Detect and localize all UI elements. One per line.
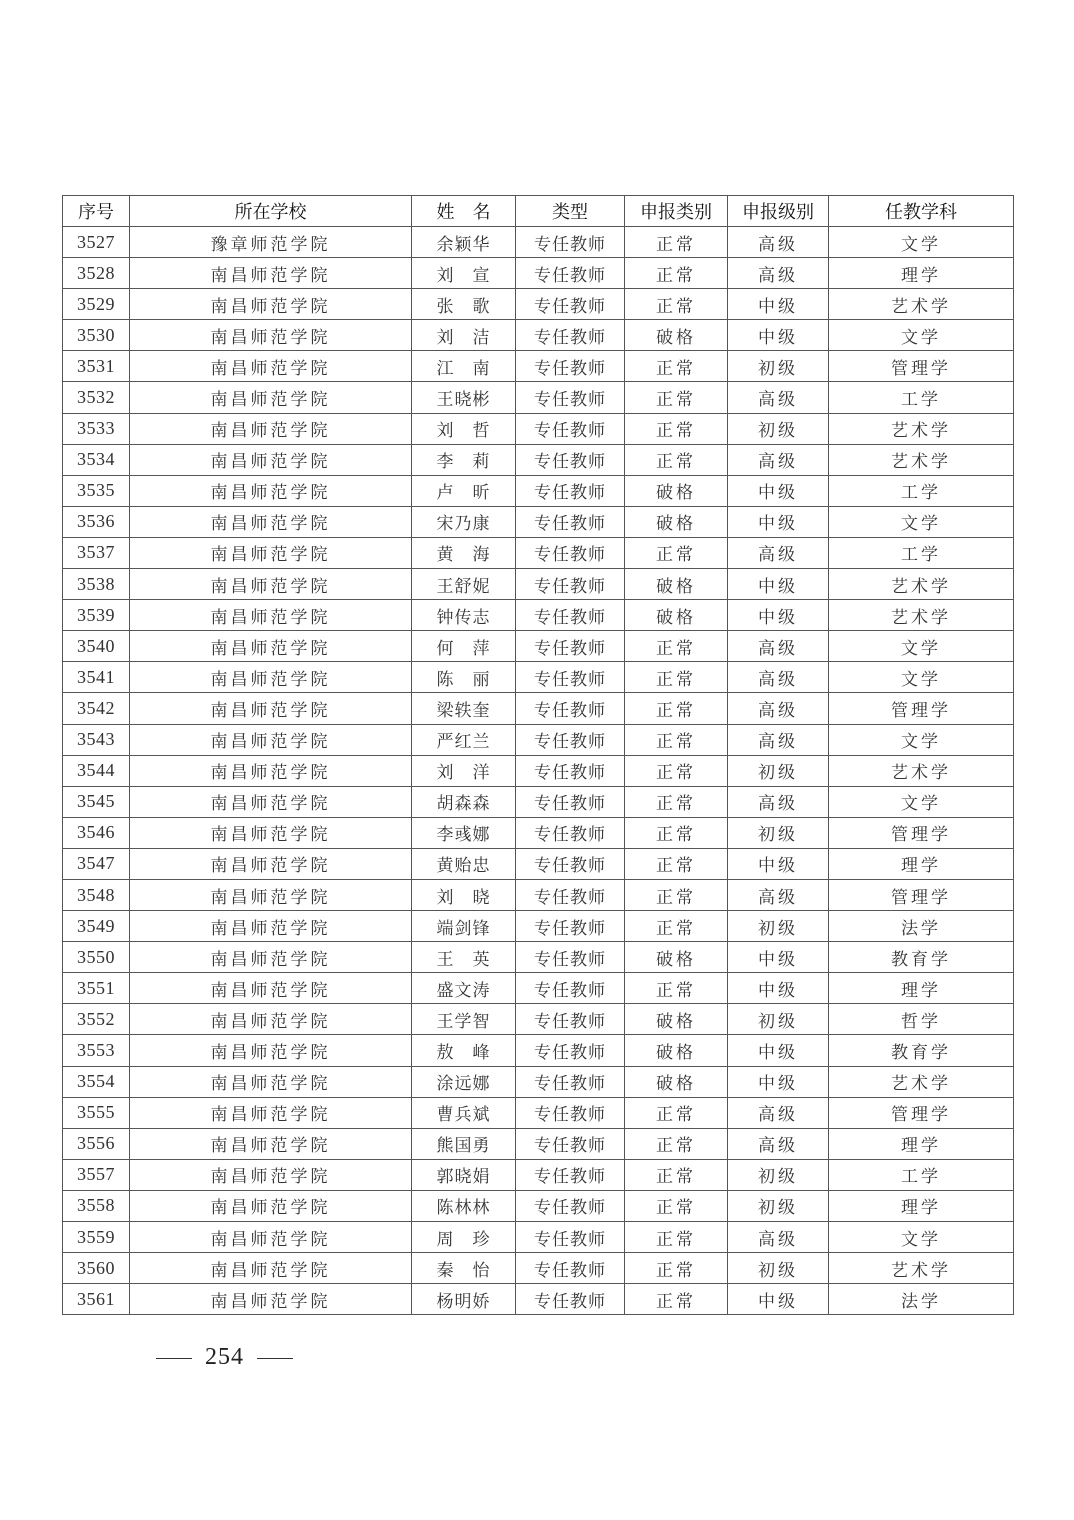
dash-left: [156, 1358, 192, 1360]
table-row: [63, 662, 1014, 693]
cell-application-category: 正常: [625, 258, 728, 289]
cell-type: 专任教师: [516, 444, 625, 475]
cell-type: 专任教师: [516, 755, 625, 786]
cell-application-level: 初级: [728, 1253, 829, 1284]
cell-application-category: 正常: [625, 879, 728, 910]
cell-teaching-subject: 文学: [829, 786, 1014, 817]
cell-name: 曹兵斌: [412, 1097, 516, 1128]
cell-application-category: 破格: [625, 942, 728, 973]
cell-application-level: 中级: [728, 289, 829, 320]
cell-application-level: 中级: [728, 1035, 829, 1066]
table-row: [63, 320, 1014, 351]
cell-type: 专任教师: [516, 537, 625, 568]
cell-name: 郭晓娟: [412, 1159, 516, 1190]
cell-teaching-subject: 理学: [829, 1190, 1014, 1221]
cell-serial-number: 3543: [63, 724, 130, 755]
cell-school: 南昌师范学院: [130, 631, 412, 662]
cell-name: 余颖华: [412, 227, 516, 258]
cell-school: 南昌师范学院: [130, 444, 412, 475]
cell-school: 南昌师范学院: [130, 911, 412, 942]
cell-school: 南昌师范学院: [130, 1253, 412, 1284]
cell-name: 熊国勇: [412, 1128, 516, 1159]
cell-application-category: 正常: [625, 724, 728, 755]
cell-application-category: 破格: [625, 569, 728, 600]
table-row: [63, 724, 1014, 755]
cell-school: 南昌师范学院: [130, 320, 412, 351]
cell-application-level: 初级: [728, 1159, 829, 1190]
table-row: [63, 475, 1014, 506]
cell-application-level: 中级: [728, 942, 829, 973]
cell-teaching-subject: 艺术学: [829, 444, 1014, 475]
cell-type: 专任教师: [516, 258, 625, 289]
cell-serial-number: 3559: [63, 1222, 130, 1253]
cell-serial-number: 3541: [63, 662, 130, 693]
cell-application-level: 高级: [728, 724, 829, 755]
cell-name: 严红兰: [412, 724, 516, 755]
cell-serial-number: 3536: [63, 506, 130, 537]
table-row: [63, 258, 1014, 289]
cell-serial-number: 3554: [63, 1066, 130, 1097]
cell-application-category: 正常: [625, 351, 728, 382]
cell-teaching-subject: 艺术学: [829, 1253, 1014, 1284]
cell-application-level: 高级: [728, 693, 829, 724]
table-row: [63, 1159, 1014, 1190]
cell-application-category: 正常: [625, 631, 728, 662]
cell-application-level: 中级: [728, 475, 829, 506]
cell-teaching-subject: 文学: [829, 662, 1014, 693]
cell-serial-number: 3528: [63, 258, 130, 289]
table-row: [63, 879, 1014, 910]
cell-application-level: 初级: [728, 911, 829, 942]
cell-school: 南昌师范学院: [130, 1128, 412, 1159]
table-row: [63, 631, 1014, 662]
cell-type: 专任教师: [516, 1066, 625, 1097]
cell-teaching-subject: 管理学: [829, 879, 1014, 910]
cell-teaching-subject: 教育学: [829, 1035, 1014, 1066]
cell-application-category: 正常: [625, 537, 728, 568]
cell-application-category: 正常: [625, 693, 728, 724]
page-number: 254: [205, 1344, 244, 1370]
cell-type: 专任教师: [516, 600, 625, 631]
cell-application-category: 正常: [625, 911, 728, 942]
cell-application-level: 中级: [728, 973, 829, 1004]
cell-school: 南昌师范学院: [130, 1066, 412, 1097]
cell-name: 敖 峰: [412, 1035, 516, 1066]
cell-teaching-subject: 工学: [829, 1159, 1014, 1190]
cell-teaching-subject: 艺术学: [829, 289, 1014, 320]
cell-application-level: 高级: [728, 258, 829, 289]
table-row: [63, 569, 1014, 600]
cell-application-level: 高级: [728, 631, 829, 662]
cell-school: 南昌师范学院: [130, 973, 412, 1004]
cell-application-level: 高级: [728, 879, 829, 910]
cell-teaching-subject: 文学: [829, 724, 1014, 755]
header-teaching-subject: 任教学科: [829, 196, 1014, 227]
cell-type: 专任教师: [516, 1097, 625, 1128]
cell-school: 南昌师范学院: [130, 1284, 412, 1315]
table-row: [63, 351, 1014, 382]
cell-name: 王学智: [412, 1004, 516, 1035]
cell-school: 南昌师范学院: [130, 600, 412, 631]
table-row: [63, 693, 1014, 724]
cell-serial-number: 3533: [63, 413, 130, 444]
dash-right: [257, 1358, 293, 1360]
cell-name: 梁轶奎: [412, 693, 516, 724]
cell-serial-number: 3560: [63, 1253, 130, 1284]
cell-serial-number: 3552: [63, 1004, 130, 1035]
cell-teaching-subject: 教育学: [829, 942, 1014, 973]
cell-serial-number: 3548: [63, 879, 130, 910]
cell-school: 南昌师范学院: [130, 755, 412, 786]
cell-serial-number: 3527: [63, 227, 130, 258]
cell-type: 专任教师: [516, 1159, 625, 1190]
cell-school: 南昌师范学院: [130, 1222, 412, 1253]
table-row: [63, 1284, 1014, 1315]
table-row: [63, 817, 1014, 848]
cell-name: 陈林林: [412, 1190, 516, 1221]
table-row: [63, 506, 1014, 537]
table-row: [63, 973, 1014, 1004]
cell-school: 南昌师范学院: [130, 1190, 412, 1221]
cell-teaching-subject: 艺术学: [829, 600, 1014, 631]
cell-application-category: 正常: [625, 755, 728, 786]
cell-name: 盛文涛: [412, 973, 516, 1004]
cell-application-level: 中级: [728, 506, 829, 537]
cell-application-level: 高级: [728, 1097, 829, 1128]
cell-application-category: 正常: [625, 382, 728, 413]
cell-application-category: 破格: [625, 475, 728, 506]
cell-application-level: 中级: [728, 320, 829, 351]
cell-application-level: 高级: [728, 1222, 829, 1253]
cell-serial-number: 3544: [63, 755, 130, 786]
table-row: [63, 1222, 1014, 1253]
cell-type: 专任教师: [516, 506, 625, 537]
cell-name: 胡森森: [412, 786, 516, 817]
table-row: [63, 942, 1014, 973]
cell-application-level: 中级: [728, 600, 829, 631]
cell-name: 黄贻忠: [412, 848, 516, 879]
cell-name: 王舒妮: [412, 569, 516, 600]
cell-type: 专任教师: [516, 351, 625, 382]
cell-teaching-subject: 文学: [829, 227, 1014, 258]
cell-teaching-subject: 理学: [829, 973, 1014, 1004]
cell-name: 刘 洁: [412, 320, 516, 351]
roster-table: [62, 195, 1014, 1315]
cell-application-category: 正常: [625, 848, 728, 879]
cell-application-category: 正常: [625, 1284, 728, 1315]
cell-teaching-subject: 艺术学: [829, 1066, 1014, 1097]
cell-teaching-subject: 管理学: [829, 817, 1014, 848]
cell-teaching-subject: 管理学: [829, 1097, 1014, 1128]
cell-type: 专任教师: [516, 879, 625, 910]
cell-serial-number: 3547: [63, 848, 130, 879]
cell-serial-number: 3545: [63, 786, 130, 817]
cell-serial-number: 3539: [63, 600, 130, 631]
cell-school: 南昌师范学院: [130, 724, 412, 755]
cell-teaching-subject: 管理学: [829, 693, 1014, 724]
cell-name: 张 歌: [412, 289, 516, 320]
cell-teaching-subject: 管理学: [829, 351, 1014, 382]
cell-serial-number: 3529: [63, 289, 130, 320]
cell-application-category: 正常: [625, 1159, 728, 1190]
cell-application-level: 高级: [728, 537, 829, 568]
cell-teaching-subject: 文学: [829, 1222, 1014, 1253]
cell-type: 专任教师: [516, 786, 625, 817]
cell-type: 专任教师: [516, 1035, 625, 1066]
cell-serial-number: 3534: [63, 444, 130, 475]
cell-type: 专任教师: [516, 724, 625, 755]
cell-name: 秦 怡: [412, 1253, 516, 1284]
table-row: [63, 444, 1014, 475]
cell-serial-number: 3561: [63, 1284, 130, 1315]
table-row: [63, 1035, 1014, 1066]
cell-name: 涂远娜: [412, 1066, 516, 1097]
cell-name: 何 萍: [412, 631, 516, 662]
cell-serial-number: 3551: [63, 973, 130, 1004]
cell-application-level: 初级: [728, 351, 829, 382]
cell-type: 专任教师: [516, 973, 625, 1004]
cell-teaching-subject: 理学: [829, 258, 1014, 289]
cell-application-category: 正常: [625, 413, 728, 444]
cell-school: 南昌师范学院: [130, 662, 412, 693]
cell-serial-number: 3530: [63, 320, 130, 351]
cell-serial-number: 3535: [63, 475, 130, 506]
table-row: [63, 289, 1014, 320]
cell-type: 专任教师: [516, 289, 625, 320]
cell-application-level: 高级: [728, 662, 829, 693]
cell-teaching-subject: 理学: [829, 848, 1014, 879]
cell-serial-number: 3550: [63, 942, 130, 973]
cell-application-category: 正常: [625, 973, 728, 1004]
cell-school: 南昌师范学院: [130, 786, 412, 817]
table-row: [63, 1190, 1014, 1221]
cell-serial-number: 3538: [63, 569, 130, 600]
cell-school: 南昌师范学院: [130, 506, 412, 537]
cell-type: 专任教师: [516, 475, 625, 506]
cell-teaching-subject: 工学: [829, 382, 1014, 413]
cell-type: 专任教师: [516, 848, 625, 879]
cell-application-category: 正常: [625, 662, 728, 693]
cell-name: 卢 昕: [412, 475, 516, 506]
cell-name: 黄 海: [412, 537, 516, 568]
cell-application-category: 正常: [625, 1097, 728, 1128]
header-serial-number: 序号: [63, 196, 130, 227]
cell-type: 专任教师: [516, 693, 625, 724]
cell-serial-number: 3557: [63, 1159, 130, 1190]
cell-type: 专任教师: [516, 631, 625, 662]
cell-school: 南昌师范学院: [130, 413, 412, 444]
cell-school: 豫章师范学院: [130, 227, 412, 258]
cell-application-category: 正常: [625, 1190, 728, 1221]
cell-name: 周 珍: [412, 1222, 516, 1253]
cell-name: 端剑锋: [412, 911, 516, 942]
cell-application-category: 破格: [625, 600, 728, 631]
cell-application-level: 初级: [728, 817, 829, 848]
cell-application-level: 高级: [728, 444, 829, 475]
cell-school: 南昌师范学院: [130, 1035, 412, 1066]
cell-teaching-subject: 艺术学: [829, 569, 1014, 600]
cell-school: 南昌师范学院: [130, 693, 412, 724]
header-type: 类型: [516, 196, 625, 227]
table-row: [63, 786, 1014, 817]
table-row: [63, 382, 1014, 413]
cell-name: 宋乃康: [412, 506, 516, 537]
cell-school: 南昌师范学院: [130, 942, 412, 973]
cell-school: 南昌师范学院: [130, 1159, 412, 1190]
cell-serial-number: 3558: [63, 1190, 130, 1221]
table-row: [63, 1097, 1014, 1128]
cell-name: 刘 哲: [412, 413, 516, 444]
cell-application-category: 破格: [625, 506, 728, 537]
cell-teaching-subject: 哲学: [829, 1004, 1014, 1035]
cell-application-category: 正常: [625, 444, 728, 475]
cell-serial-number: 3549: [63, 911, 130, 942]
cell-application-category: 正常: [625, 1253, 728, 1284]
cell-type: 专任教师: [516, 911, 625, 942]
table-row: [63, 1128, 1014, 1159]
cell-serial-number: 3556: [63, 1128, 130, 1159]
cell-application-category: 破格: [625, 1066, 728, 1097]
cell-type: 专任教师: [516, 942, 625, 973]
cell-school: 南昌师范学院: [130, 382, 412, 413]
cell-school: 南昌师范学院: [130, 1097, 412, 1128]
cell-application-level: 高级: [728, 227, 829, 258]
header-school: 所在学校: [130, 196, 412, 227]
cell-teaching-subject: 工学: [829, 537, 1014, 568]
cell-name: 王 英: [412, 942, 516, 973]
cell-application-category: 正常: [625, 786, 728, 817]
cell-name: 刘 宣: [412, 258, 516, 289]
cell-application-level: 中级: [728, 1284, 829, 1315]
cell-application-level: 初级: [728, 1004, 829, 1035]
cell-teaching-subject: 艺术学: [829, 413, 1014, 444]
table-body: [63, 227, 1014, 1315]
table-row: [63, 1004, 1014, 1035]
cell-name: 陈 丽: [412, 662, 516, 693]
cell-type: 专任教师: [516, 1128, 625, 1159]
cell-type: 专任教师: [516, 1190, 625, 1221]
cell-application-category: 正常: [625, 817, 728, 848]
cell-application-category: 正常: [625, 1128, 728, 1159]
cell-application-level: 高级: [728, 382, 829, 413]
cell-serial-number: 3553: [63, 1035, 130, 1066]
table-row: [63, 755, 1014, 786]
cell-application-category: 破格: [625, 320, 728, 351]
table-header-row: [63, 196, 1014, 227]
cell-application-level: 初级: [728, 413, 829, 444]
cell-teaching-subject: 文学: [829, 506, 1014, 537]
cell-application-category: 正常: [625, 1222, 728, 1253]
cell-name: 杨明娇: [412, 1284, 516, 1315]
cell-type: 专任教师: [516, 569, 625, 600]
cell-serial-number: 3542: [63, 693, 130, 724]
header-application-category: 申报类别: [625, 196, 728, 227]
cell-teaching-subject: 法学: [829, 911, 1014, 942]
cell-name: 李彧娜: [412, 817, 516, 848]
cell-teaching-subject: 工学: [829, 475, 1014, 506]
cell-type: 专任教师: [516, 413, 625, 444]
table-row: [63, 911, 1014, 942]
cell-name: 李 莉: [412, 444, 516, 475]
cell-type: 专任教师: [516, 227, 625, 258]
cell-type: 专任教师: [516, 382, 625, 413]
cell-teaching-subject: 法学: [829, 1284, 1014, 1315]
cell-school: 南昌师范学院: [130, 258, 412, 289]
cell-teaching-subject: 文学: [829, 320, 1014, 351]
cell-application-level: 初级: [728, 1190, 829, 1221]
cell-name: 钟传志: [412, 600, 516, 631]
cell-application-level: 高级: [728, 786, 829, 817]
cell-type: 专任教师: [516, 1284, 625, 1315]
cell-school: 南昌师范学院: [130, 569, 412, 600]
header-application-level: 申报级别: [728, 196, 829, 227]
cell-school: 南昌师范学院: [130, 1004, 412, 1035]
cell-serial-number: 3555: [63, 1097, 130, 1128]
table-row: [63, 848, 1014, 879]
roster-table-container: [62, 195, 1013, 1315]
table-row: [63, 600, 1014, 631]
cell-serial-number: 3537: [63, 537, 130, 568]
cell-type: 专任教师: [516, 1004, 625, 1035]
cell-teaching-subject: 艺术学: [829, 755, 1014, 786]
cell-application-level: 高级: [728, 1128, 829, 1159]
cell-application-level: 中级: [728, 569, 829, 600]
table-row: [63, 227, 1014, 258]
cell-type: 专任教师: [516, 662, 625, 693]
header-name: 姓 名: [412, 196, 516, 227]
page-footer: [150, 1344, 299, 1371]
cell-school: 南昌师范学院: [130, 848, 412, 879]
table-row: [63, 537, 1014, 568]
cell-school: 南昌师范学院: [130, 351, 412, 382]
cell-school: 南昌师范学院: [130, 879, 412, 910]
cell-serial-number: 3531: [63, 351, 130, 382]
cell-school: 南昌师范学院: [130, 537, 412, 568]
table-row: [63, 1066, 1014, 1097]
cell-name: 王晓彬: [412, 382, 516, 413]
cell-name: 刘 晓: [412, 879, 516, 910]
table-row: [63, 1253, 1014, 1284]
cell-school: 南昌师范学院: [130, 475, 412, 506]
cell-teaching-subject: 理学: [829, 1128, 1014, 1159]
cell-application-category: 破格: [625, 1035, 728, 1066]
table-row: [63, 413, 1014, 444]
cell-application-level: 初级: [728, 755, 829, 786]
cell-application-category: 正常: [625, 227, 728, 258]
cell-serial-number: 3540: [63, 631, 130, 662]
cell-application-level: 中级: [728, 1066, 829, 1097]
cell-teaching-subject: 文学: [829, 631, 1014, 662]
cell-name: 刘 洋: [412, 755, 516, 786]
cell-type: 专任教师: [516, 817, 625, 848]
cell-type: 专任教师: [516, 1222, 625, 1253]
cell-type: 专任教师: [516, 1253, 625, 1284]
cell-school: 南昌师范学院: [130, 817, 412, 848]
cell-serial-number: 3532: [63, 382, 130, 413]
cell-application-category: 正常: [625, 289, 728, 320]
cell-name: 江 南: [412, 351, 516, 382]
cell-school: 南昌师范学院: [130, 289, 412, 320]
cell-application-category: 破格: [625, 1004, 728, 1035]
cell-type: 专任教师: [516, 320, 625, 351]
cell-serial-number: 3546: [63, 817, 130, 848]
cell-application-level: 中级: [728, 848, 829, 879]
